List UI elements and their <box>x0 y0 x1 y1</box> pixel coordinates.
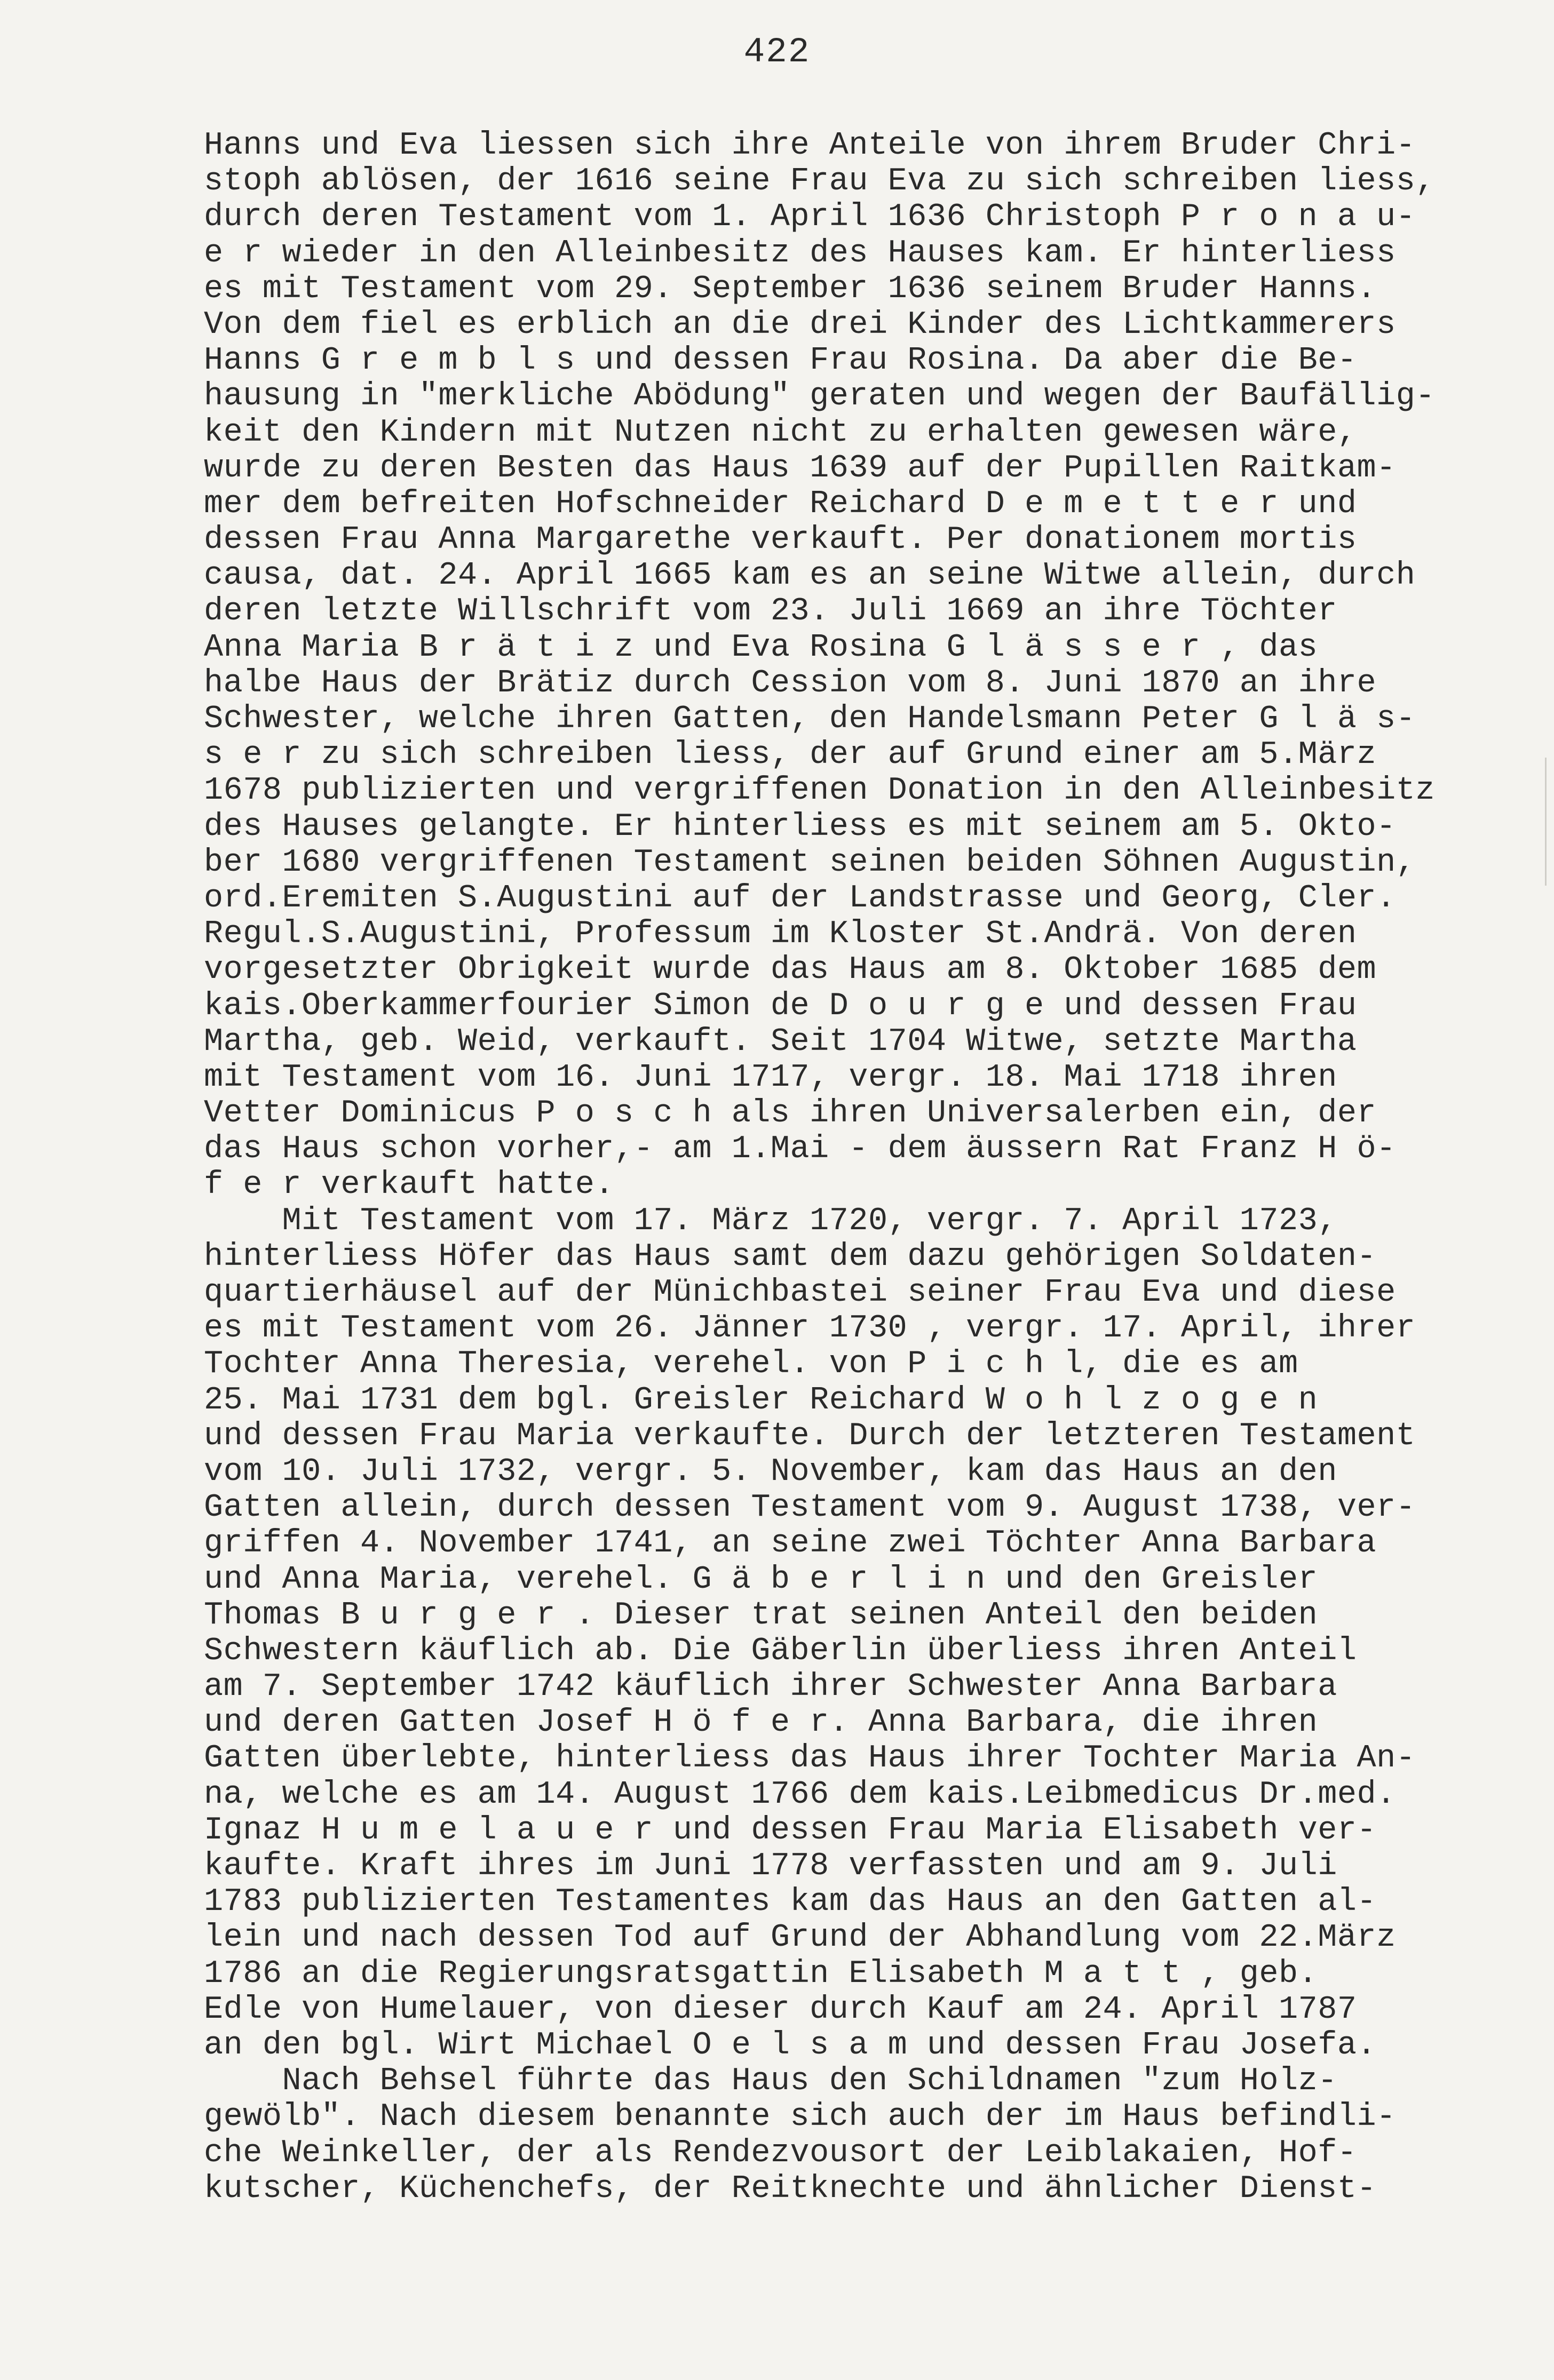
text-line: Schwestern käuflich ab. Die Gäberlin überliess ihren Anteil <box>204 1633 1357 1669</box>
text-line: und dessen Frau Maria verkaufte. Durch der letzteren Testament <box>204 1418 1416 1454</box>
text-line: Tochter Anna Theresia, verehel. von P i c h l, die es am <box>204 1346 1298 1383</box>
text-line: causa, dat. 24. April 1665 kam es an seine Witwe allein, durch <box>204 558 1416 594</box>
text-line: Hanns G r e m b l s und dessen Frau Rosina. Da aber die Be- <box>204 343 1357 379</box>
text-line: es mit Testament vom 29. September 1636 seinem Bruder Hanns. <box>204 270 1377 307</box>
text-line: Schwester, welche ihren Gatten, den Handelsmann Peter G l ä s- <box>204 701 1416 737</box>
text-line: 1678 publizierten und vergriffenen Donation in den Alleinbesitz <box>204 773 1435 809</box>
text-line: Regul.S.Augustini, Professum im Kloster St.Andrä. Von deren <box>204 916 1357 953</box>
text-line: mer dem befreiten Hofschneider Reichard D e m e t t e r und <box>204 485 1357 522</box>
text-line: des Hauses gelangte. Er hinterliess es mit seinem am 5. Okto- <box>204 808 1396 845</box>
text-line: e r wieder in den Alleinbesitz des Hauses kam. Er hinterliess <box>204 235 1396 272</box>
text-line: Ignaz H u m e l a u e r und dessen Frau Maria Elisabeth ver- <box>204 1812 1377 1849</box>
text-line: keit den Kindern mit Nutzen nicht zu erhalten gewesen wäre, <box>204 414 1357 451</box>
text-line: vorgesetzter Obrigkeit wurde das Haus am 8. Oktober 1685 dem <box>204 952 1377 989</box>
body-text <box>204 128 1538 2207</box>
text-line: 1786 an die Regierungsratsgattin Elisabeth M a t t , geb. <box>204 1955 1318 1992</box>
text-line: Nach Behsel führte das Haus den Schildnamen "zum Holz- <box>204 2063 1337 2100</box>
text-line: mit Testament vom 16. Juni 1717, vergr. 18. Mai 1718 ihren <box>204 1059 1337 1096</box>
text-line: Vetter Dominicus P o s c h als ihren Universalerben ein, der <box>204 1095 1377 1132</box>
text-line: na, welche es am 14. August 1766 dem kais.Leibmedicus Dr.med. <box>204 1776 1396 1813</box>
text-line: halbe Haus der Brätiz durch Cession vom 8. Juni 1870 an ihre <box>204 665 1377 702</box>
text-line: Anna Maria B r ä t i z und Eva Rosina G l ä s s e r , das <box>204 629 1318 666</box>
page-number: 422 <box>743 32 811 72</box>
text-line: ord.Eremiten S.Augustini auf der Landstrasse und Georg, Cler. <box>204 880 1396 917</box>
text-line: kaufte. Kraft ihres im Juni 1778 verfassten und am 9. Juli <box>204 1848 1337 1884</box>
text-line: kutscher, Küchenchefs, der Reitknechte und ähnlicher Dienst- <box>204 2170 1377 2207</box>
text-line: am 7. September 1742 käuflich ihrer Schwester Anna Barbara <box>204 1669 1337 1706</box>
text-line: stoph ablösen, der 1616 seine Frau Eva zu sich schreiben liess, <box>204 163 1435 200</box>
text-line: es mit Testament vom 26. Jänner 1730 , vergr. 17. April, ihrer <box>204 1310 1416 1347</box>
text-line: ber 1680 vergriffenen Testament seinen beiden Söhnen Augustin, <box>204 844 1416 881</box>
text-line: Martha, geb. Weid, verkauft. Seit 1704 Witwe, setzte Martha <box>204 1023 1357 1060</box>
text-line: Gatten überlebte, hinterliess das Haus ihrer Tochter Maria An- <box>204 1740 1416 1777</box>
text-line: f e r verkauft hatte. <box>204 1167 614 1204</box>
text-line: hinterliess Höfer das Haus samt dem dazu gehörigen Soldaten- <box>204 1238 1377 1275</box>
text-line: lein und nach dessen Tod auf Grund der Abhandlung vom 22.März <box>204 1920 1396 1956</box>
text-line: kais.Oberkammerfourier Simon de D o u r g e und dessen Frau <box>204 988 1357 1024</box>
text-line: Von dem fiel es erblich an die drei Kinder des Lichtkammerers <box>204 306 1396 343</box>
text-line: griffen 4. November 1741, an seine zwei Töchter Anna Barbara <box>204 1525 1377 1562</box>
text-line: das Haus schon vorher,- am 1.Mai - dem äussern Rat Franz H ö- <box>204 1131 1396 1168</box>
text-line: quartierhäusel auf der Münichbastei seiner Frau Eva und diese <box>204 1275 1396 1311</box>
text-line: 25. Mai 1731 dem bgl. Greisler Reichard W o h l z o g e n <box>204 1382 1318 1419</box>
text-line: Gatten allein, durch dessen Testament vom 9. August 1738, ver- <box>204 1490 1416 1526</box>
text-line: und Anna Maria, verehel. G ä b e r l i n und den Greisler <box>204 1561 1318 1598</box>
text-line: Hanns und Eva liessen sich ihre Anteile von ihrem Bruder Chri- <box>204 128 1416 164</box>
text-line: che Weinkeller, der als Rendezvousort der Leiblakaien, Hof- <box>204 2135 1357 2171</box>
text-line: vom 10. Juli 1732, vergr. 5. November, kam das Haus an den <box>204 1453 1337 1490</box>
text-line: durch deren Testament vom 1. April 1636 Christoph P r o n a u- <box>204 199 1416 236</box>
text-line: an den bgl. Wirt Michael O e l s a m und dessen Frau Josefa. <box>204 2027 1377 2064</box>
margin-mark <box>1545 758 1547 886</box>
text-line: gewölb". Nach diesem benannte sich auch der im Haus befindli- <box>204 2099 1396 2136</box>
text-line: deren letzte Willschrift vom 23. Juli 1669 an ihre Töchter <box>204 593 1337 630</box>
text-line: Thomas B u r g e r . Dieser trat seinen Anteil den beiden <box>204 1597 1318 1634</box>
text-line: s e r zu sich schreiben liess, der auf Grund einer am 5.März <box>204 737 1377 774</box>
text-line: Edle von Humelauer, von dieser durch Kauf am 24. April 1787 <box>204 1991 1357 2028</box>
text-line: Mit Testament vom 17. März 1720, vergr. 7. April 1723, <box>204 1203 1337 1239</box>
text-line: dessen Frau Anna Margarethe verkauft. Per donationem mortis <box>204 522 1357 559</box>
text-line: hausung in "merkliche Abödung" geraten und wegen der Baufällig- <box>204 378 1435 415</box>
text-line: wurde zu deren Besten das Haus 1639 auf der Pupillen Raitkam- <box>204 450 1396 487</box>
text-line: und deren Gatten Josef H ö f e r. Anna Barbara, die ihren <box>204 1705 1318 1741</box>
text-line: 1783 publizierten Testamentes kam das Haus an den Gatten al- <box>204 1884 1377 1921</box>
